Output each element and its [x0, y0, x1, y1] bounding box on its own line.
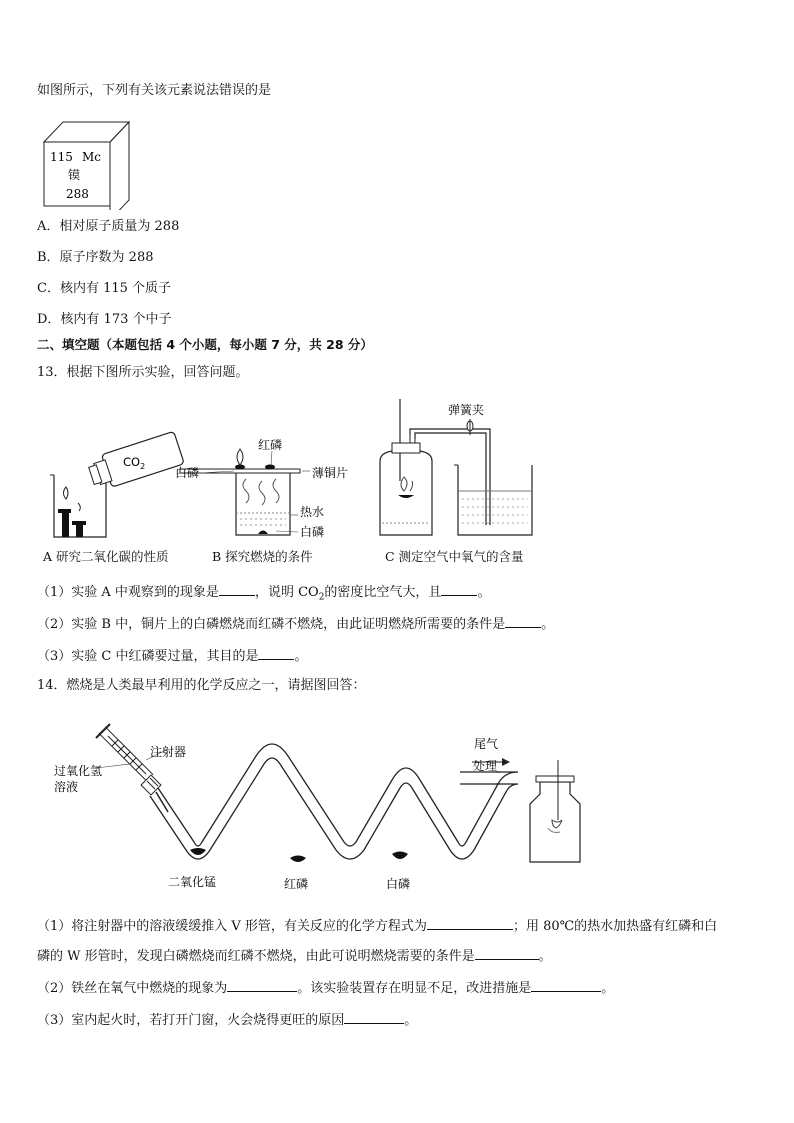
q13-sub2: （2）实验 B 中，铜片上的白磷燃烧而红磷不燃烧，由此证明燃烧所需要的条件是 。	[37, 614, 554, 634]
h2o2-label-2: 溶液	[54, 780, 79, 794]
element-number: 115	[50, 150, 73, 164]
spring-clip-label: 弹簧夹	[448, 403, 485, 417]
red-phosphorus-label: 红磷	[284, 877, 309, 891]
caption-b: B 探究燃烧的条件	[212, 549, 313, 564]
q13-sub3: （3）实验 C 中红磷要过量，其目的是 。	[37, 646, 308, 666]
co2-label: $CO_2$	[123, 455, 146, 471]
tail-gas-label-1: 尾气	[474, 737, 499, 751]
q14-sub1-line1: （1）将注射器中的溶液缓缓推入 V 形管，有关反应的化学方程式为 ；用 80℃的热水加热盛有红磷和白	[37, 916, 717, 936]
gas-bottle	[530, 760, 580, 862]
q14-sub1-line2: 磷的 W 形管时，发现白磷燃烧而红磷不燃烧，由此可说明燃烧需要的条件是 。	[37, 946, 552, 966]
tail-gas-label-2-text: 处理	[473, 759, 498, 773]
q12-option-b: B．原子序数为 288	[37, 250, 154, 265]
element-mass: 288	[66, 187, 89, 201]
q13-stem: 13．根据下图所示实验，回答问题。	[37, 365, 249, 380]
q12-option-d: D．核内有 173 个中子	[37, 312, 172, 327]
experiment-a-apparatus	[50, 431, 184, 537]
q13-figure	[40, 395, 560, 545]
q13-sub1: （1）实验 A 中观察到的现象是 ，说明 $CO_2$的密度比空气大，且 。	[37, 582, 490, 607]
element-name: 镆	[68, 168, 81, 182]
q14-sub2: （2）铁丝在氧气中燃烧的现象为 。该实验装置存在明显不足，改进措施是 。	[37, 978, 614, 998]
q12-option-c: C．核内有 115 个质子	[37, 281, 172, 296]
copper-sheet-label: 薄铜片	[312, 466, 349, 480]
syringe-label: 注射器	[150, 745, 187, 759]
q12-stem: 如图所示，下列有关该元素说法错误的是	[37, 83, 272, 98]
experiment-c-apparatus	[380, 399, 532, 535]
experiment-b-apparatus	[180, 449, 310, 535]
white-phosphorus-label: 白磷	[386, 877, 411, 891]
section-title: 二、填空题（本题包括 4 个小题，每小题 7 分，共 28 分）	[37, 337, 373, 352]
q14-figure	[50, 720, 590, 900]
q14-stem: 14．燃烧是人类最早利用的化学反应之一，请据图回答：	[37, 678, 366, 693]
h2o2-label-1: 过氧化氢	[54, 764, 103, 778]
w-tube-upper	[156, 752, 512, 850]
q14-sub3: （3）室内起火时，若打开门窗，火会烧得更旺的原因 。	[37, 1010, 417, 1030]
q12-option-a: A．相对原子质量为 288	[37, 219, 180, 234]
element-symbol: Mc	[82, 150, 102, 164]
w-tube-outer	[150, 753, 293, 857]
caption-c: C 测定空气中氧气的含量	[385, 549, 524, 564]
syringe	[96, 724, 168, 812]
b-white-phosphorus-bottom-label: 白磷	[300, 525, 325, 539]
mno2-label: 二氧化锰	[168, 875, 217, 889]
element-card-figure	[36, 118, 136, 210]
hot-water-label: 热水	[300, 505, 325, 519]
caption-a: A 研究二氧化碳的性质	[43, 549, 169, 564]
b-red-phosphorus-label: 红磷	[258, 438, 283, 452]
b-white-phosphorus-top-label: 白磷	[175, 466, 200, 480]
